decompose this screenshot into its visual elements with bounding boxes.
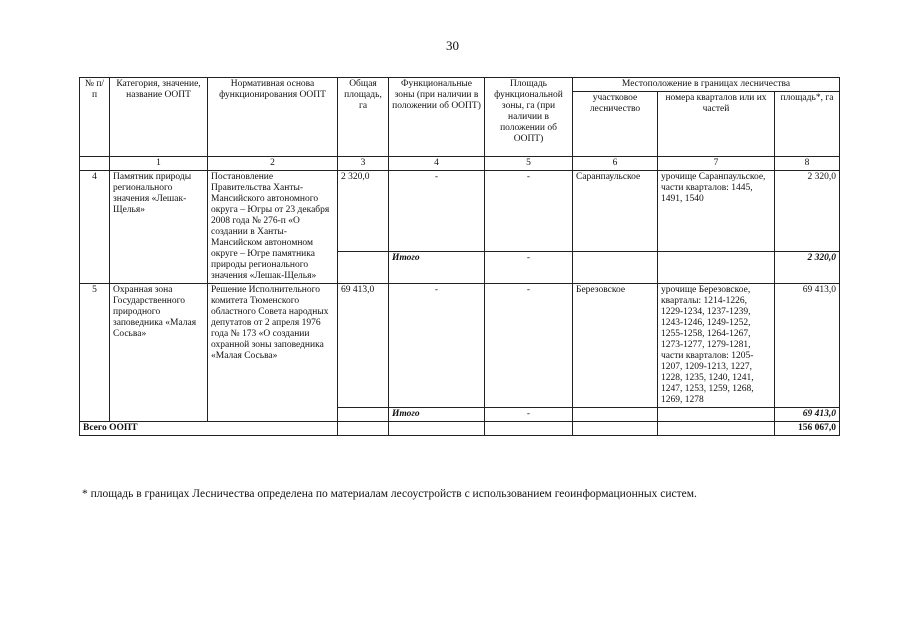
header-category: Категория, значение, название ООПТ <box>110 78 208 157</box>
footnote: * площадь в границах Лесничества определена по материалам лесоустройств с использованием геоинформационных систем. <box>82 488 697 500</box>
col-number: 4 <box>389 157 485 171</box>
header-basis: Нормативная основа функционирования ООПТ <box>208 78 338 157</box>
header-quarters: номера кварталов или их частей <box>658 92 775 157</box>
row-zones-area: - <box>485 284 573 408</box>
row-category: Памятник природы регионального значения «Лешак-Щелья» <box>110 171 208 284</box>
header-func-zones: Функциональные зоны (при наличии в положении об ООПТ) <box>389 78 485 157</box>
table-row <box>80 284 840 408</box>
header-district: участковое лесничество <box>573 92 658 157</box>
header-row-1 <box>80 78 840 92</box>
col-number: 5 <box>485 157 573 171</box>
grand-total-value: 156 067,0 <box>775 422 840 436</box>
row-area: 2 320,0 <box>338 171 389 252</box>
col-number: 1 <box>110 157 208 171</box>
row-area-sub: 69 413,0 <box>775 284 840 408</box>
row-category: Охранная зона Государственного природного заповедника «Малая Сосьва» <box>110 284 208 422</box>
row-basis: Решение Исполнительного комитета Тюменского областного Совета народных депутатов от 2 апреля 1976 года № 173 «О создании охранной зоны заповедника «Малая Сосьва» <box>208 284 338 422</box>
col-number: 6 <box>573 157 658 171</box>
column-numbers-row <box>80 157 840 171</box>
col-number: 2 <box>208 157 338 171</box>
oopt-table <box>79 77 840 436</box>
subtotal-dash: - <box>485 252 573 284</box>
grand-total-row <box>80 422 840 436</box>
row-zones: - <box>389 171 485 252</box>
grand-total-label: Всего ООПТ <box>80 422 338 436</box>
row-basis: Постановление Правительства Ханты-Мансийского автономного округа – Югры от 23 декабря 2008 года № 276-п «О создании в Ханты-Мансийском автономном округе – Югре памятника природы регионального значения «Лешак-Щелья» <box>208 171 338 284</box>
subtotal-value: 2 320,0 <box>775 252 840 284</box>
row-zones: - <box>389 284 485 408</box>
table-row <box>80 171 840 252</box>
col-number: 7 <box>658 157 775 171</box>
subtotal-label: Итого <box>389 252 485 284</box>
row-district: Березовское <box>573 284 658 408</box>
header-num: № п/п <box>80 78 110 157</box>
col-number: 3 <box>338 157 389 171</box>
subtotal-dash: - <box>485 408 573 422</box>
row-district: Саранпаульское <box>573 171 658 252</box>
header-location: Местоположение в границах лесничества <box>573 78 840 92</box>
page-number: 30 <box>446 38 459 53</box>
row-area: 69 413,0 <box>338 284 389 408</box>
col-number: 8 <box>775 157 840 171</box>
row-zones-area: - <box>485 171 573 252</box>
subtotal-value: 69 413,0 <box>775 408 840 422</box>
header-area-total: Общая площадь, га <box>338 78 389 157</box>
row-quarters: урочище Саранпаульское, части кварталов: 1445, 1491, 1540 <box>658 171 775 252</box>
row-quarters: урочище Березовское, кварталы: 1214-1226, 1229-1234, 1237-1239, 1243-1246, 1249-1252, 1255-1258, 1264-1267, 1273-1277, 1279-1281, части кварталов: 1205-1207, 1209-1213, 1227, 1228, 1235, 1240, 1241, 1247, 1253, 1259, 1268, 1269, 1278 <box>658 284 775 408</box>
row-area-sub: 2 320,0 <box>775 171 840 252</box>
header-func-area: Площадь функциональной зоны, га (при наличии в положении об ООПТ) <box>485 78 573 157</box>
row-num: 4 <box>80 171 110 284</box>
header-area-sub: площадь*, га <box>775 92 840 157</box>
row-num: 5 <box>80 284 110 422</box>
subtotal-label: Итого <box>389 408 485 422</box>
